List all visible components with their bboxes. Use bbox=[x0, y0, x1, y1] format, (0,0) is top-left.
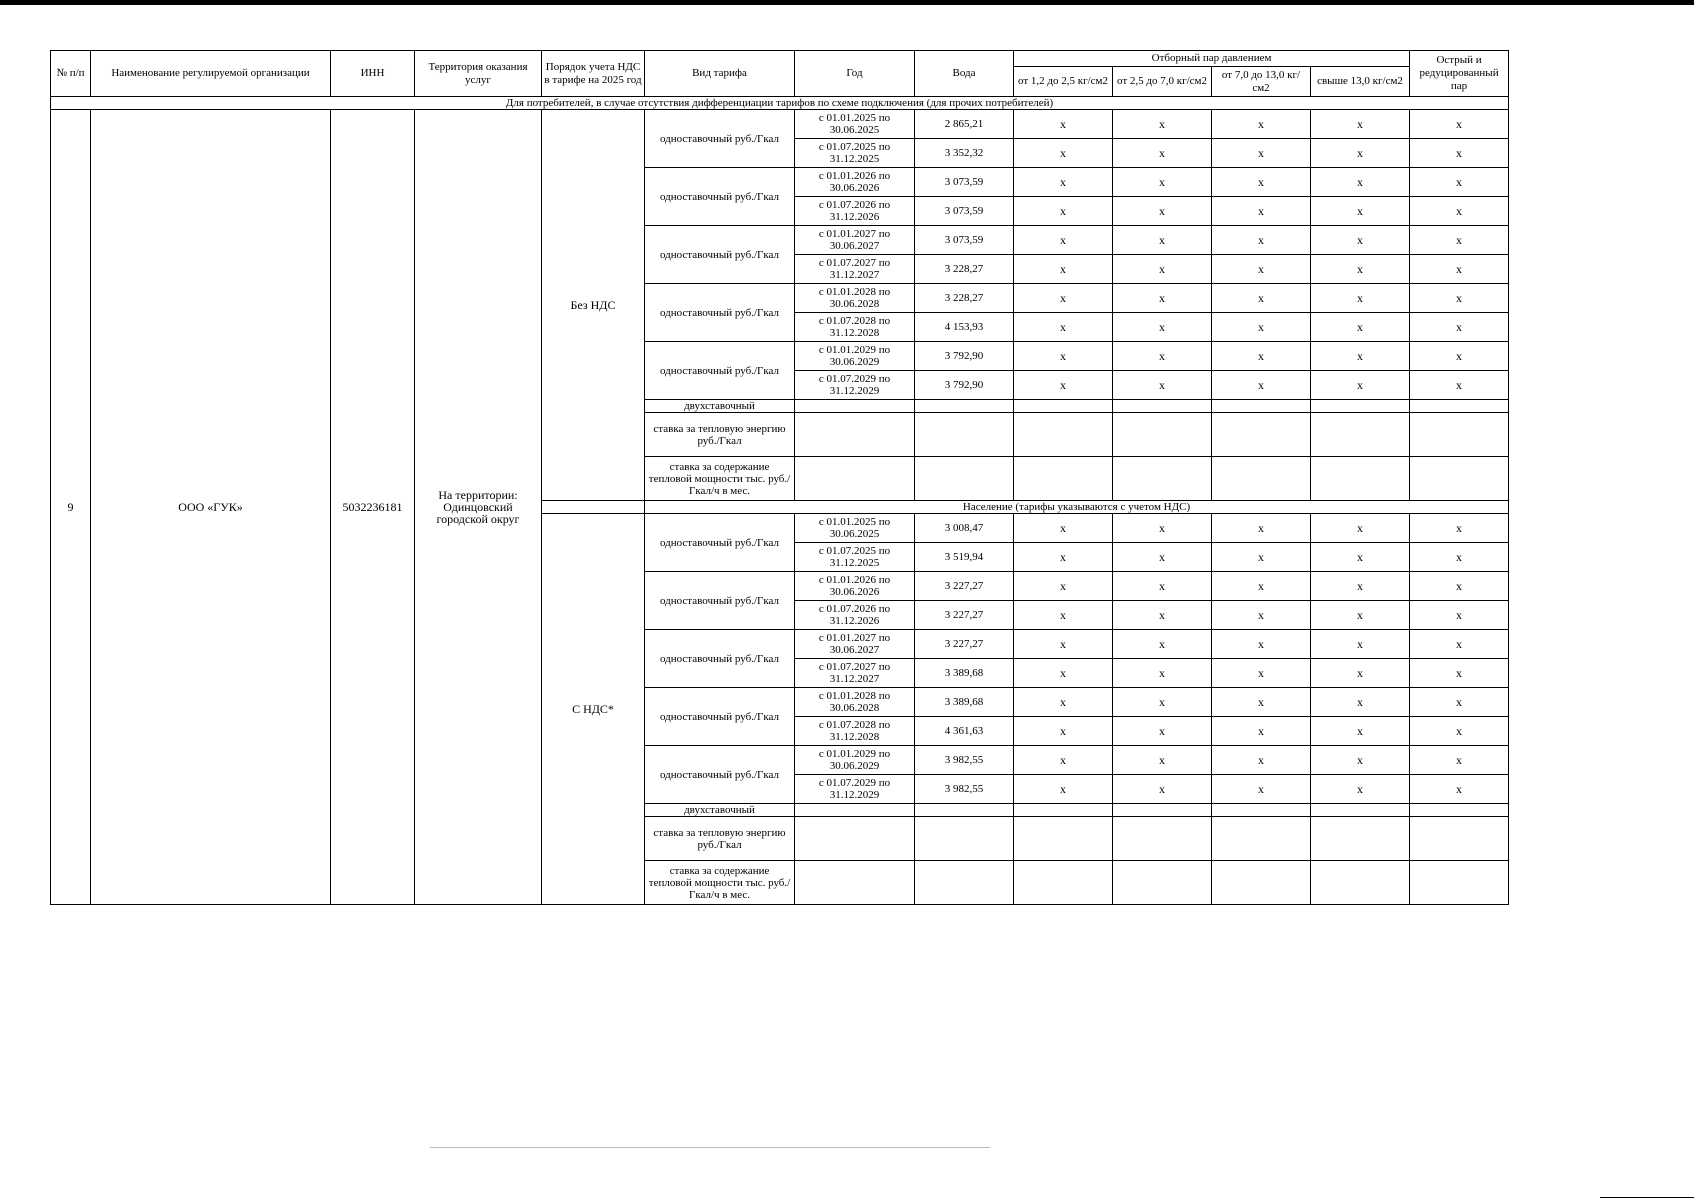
x-mark: x bbox=[1311, 110, 1410, 139]
x-mark: x bbox=[1113, 630, 1212, 659]
x-mark: x bbox=[1113, 313, 1212, 342]
x-mark: x bbox=[1410, 717, 1509, 746]
x-mark: x bbox=[1311, 139, 1410, 168]
header-inn: ИНН bbox=[331, 51, 415, 97]
water-value: 3 073,59 bbox=[915, 197, 1014, 226]
x-mark: x bbox=[1410, 371, 1509, 400]
x-mark: x bbox=[1212, 630, 1311, 659]
header-org: Наименование регулируемой организации bbox=[91, 51, 331, 97]
x-mark: x bbox=[1113, 110, 1212, 139]
header-tariff-kind: Вид тарифа bbox=[645, 51, 795, 97]
tariff-kind-label: одноставочный руб./Гкал bbox=[645, 110, 795, 168]
empty-cell bbox=[915, 413, 1014, 457]
x-mark: x bbox=[1212, 688, 1311, 717]
period-cell: с 01.07.2029 по 31.12.2029 bbox=[795, 371, 915, 400]
empty-cell bbox=[1014, 804, 1113, 817]
water-value: 4 153,93 bbox=[915, 313, 1014, 342]
period-cell: с 01.07.2026 по 31.12.2026 bbox=[795, 601, 915, 630]
empty-cell bbox=[795, 861, 915, 905]
scan-top-border bbox=[0, 0, 1694, 5]
two-part-label: двухставочный bbox=[645, 400, 795, 413]
empty-cell bbox=[1410, 457, 1509, 501]
x-mark: x bbox=[1113, 688, 1212, 717]
x-mark: x bbox=[1014, 775, 1113, 804]
empty-cell bbox=[1113, 804, 1212, 817]
x-mark: x bbox=[1410, 543, 1509, 572]
empty-cell bbox=[795, 804, 915, 817]
header-water: Вода bbox=[915, 51, 1014, 97]
water-value: 3 389,68 bbox=[915, 659, 1014, 688]
period-cell: с 01.01.2026 по 30.06.2026 bbox=[795, 572, 915, 601]
water-value: 3 352,32 bbox=[915, 139, 1014, 168]
water-value: 3 073,59 bbox=[915, 168, 1014, 197]
x-mark: x bbox=[1410, 572, 1509, 601]
x-mark: x bbox=[1311, 543, 1410, 572]
x-mark: x bbox=[1113, 572, 1212, 601]
x-mark: x bbox=[1311, 342, 1410, 371]
x-mark: x bbox=[1212, 139, 1311, 168]
empty-cell bbox=[1410, 400, 1509, 413]
capacity-rate-label: ставка за содержание тепловой мощности тыс. руб./Гкал/ч в мес. bbox=[645, 457, 795, 501]
org-number: 9 bbox=[51, 110, 91, 905]
x-mark: x bbox=[1014, 601, 1113, 630]
header-steam-group: Отборный пар давлением bbox=[1014, 51, 1410, 67]
x-mark: x bbox=[1311, 371, 1410, 400]
water-value: 3 792,90 bbox=[915, 371, 1014, 400]
x-mark: x bbox=[1212, 746, 1311, 775]
x-mark: x bbox=[1014, 168, 1113, 197]
header-acute-steam: Острый и редуцированный пар bbox=[1410, 51, 1509, 97]
x-mark: x bbox=[1113, 659, 1212, 688]
x-mark: x bbox=[1410, 659, 1509, 688]
scan-artifact-line bbox=[430, 1147, 990, 1148]
x-mark: x bbox=[1113, 139, 1212, 168]
period-cell: с 01.07.2028 по 31.12.2028 bbox=[795, 717, 915, 746]
x-mark: x bbox=[1113, 371, 1212, 400]
tariff-kind-label: одноставочный руб./Гкал bbox=[645, 342, 795, 400]
x-mark: x bbox=[1113, 717, 1212, 746]
water-value: 3 519,94 bbox=[915, 543, 1014, 572]
x-mark: x bbox=[1113, 775, 1212, 804]
empty-cell bbox=[1212, 817, 1311, 861]
x-mark: x bbox=[1014, 688, 1113, 717]
period-cell: с 01.07.2025 по 31.12.2025 bbox=[795, 139, 915, 168]
x-mark: x bbox=[1410, 284, 1509, 313]
x-mark: x bbox=[1113, 543, 1212, 572]
x-mark: x bbox=[1311, 688, 1410, 717]
tariff-kind-label: одноставочный руб./Гкал bbox=[645, 746, 795, 804]
x-mark: x bbox=[1014, 717, 1113, 746]
x-mark: x bbox=[1014, 139, 1113, 168]
org-inn: 5032236181 bbox=[331, 110, 415, 905]
header-territory: Территория оказания услуг bbox=[415, 51, 542, 97]
x-mark: x bbox=[1410, 630, 1509, 659]
x-mark: x bbox=[1311, 572, 1410, 601]
empty-cell bbox=[1212, 861, 1311, 905]
x-mark: x bbox=[1410, 168, 1509, 197]
water-value: 3 227,27 bbox=[915, 630, 1014, 659]
empty-cell bbox=[915, 817, 1014, 861]
empty-cell bbox=[1113, 817, 1212, 861]
header-steam-1: от 1,2 до 2,5 кг/см2 bbox=[1014, 67, 1113, 97]
empty-cell bbox=[1410, 861, 1509, 905]
empty-cell bbox=[1014, 413, 1113, 457]
x-mark: x bbox=[1212, 514, 1311, 543]
x-mark: x bbox=[1113, 197, 1212, 226]
x-mark: x bbox=[1410, 601, 1509, 630]
water-value: 3 228,27 bbox=[915, 284, 1014, 313]
period-cell: с 01.01.2025 по 30.06.2025 bbox=[795, 110, 915, 139]
empty-cell bbox=[1014, 457, 1113, 501]
tariff-table bbox=[50, 50, 1509, 905]
empty-cell bbox=[1014, 400, 1113, 413]
x-mark: x bbox=[1212, 110, 1311, 139]
x-mark: x bbox=[1212, 572, 1311, 601]
empty-cell bbox=[795, 817, 915, 861]
empty-cell bbox=[542, 501, 645, 514]
org-territory: На территории: Одинцовский городской округ bbox=[415, 110, 542, 905]
x-mark: x bbox=[1113, 226, 1212, 255]
x-mark: x bbox=[1311, 775, 1410, 804]
water-value: 3 227,27 bbox=[915, 572, 1014, 601]
x-mark: x bbox=[1014, 313, 1113, 342]
empty-cell bbox=[1311, 413, 1410, 457]
x-mark: x bbox=[1410, 255, 1509, 284]
x-mark: x bbox=[1212, 226, 1311, 255]
period-cell: с 01.07.2026 по 31.12.2026 bbox=[795, 197, 915, 226]
x-mark: x bbox=[1014, 342, 1113, 371]
period-cell: с 01.01.2027 по 30.06.2027 bbox=[795, 630, 915, 659]
period-cell: с 01.07.2027 по 31.12.2027 bbox=[795, 659, 915, 688]
x-mark: x bbox=[1311, 313, 1410, 342]
header-vat-order: Порядок учета НДС в тарифе на 2025 год bbox=[542, 51, 645, 97]
x-mark: x bbox=[1212, 197, 1311, 226]
x-mark: x bbox=[1014, 371, 1113, 400]
x-mark: x bbox=[1212, 342, 1311, 371]
two-part-label: двухставочный bbox=[645, 804, 795, 817]
x-mark: x bbox=[1212, 543, 1311, 572]
energy-rate-label: ставка за тепловую энергию руб./Гкал bbox=[645, 413, 795, 457]
x-mark: x bbox=[1014, 572, 1113, 601]
empty-cell bbox=[1113, 457, 1212, 501]
vat-label: С НДС* bbox=[542, 514, 645, 905]
header-steam-3: от 7,0 до 13,0 кг/см2 bbox=[1212, 67, 1311, 97]
empty-cell bbox=[1311, 804, 1410, 817]
x-mark: x bbox=[1113, 514, 1212, 543]
x-mark: x bbox=[1113, 284, 1212, 313]
water-value: 3 982,55 bbox=[915, 775, 1014, 804]
x-mark: x bbox=[1311, 717, 1410, 746]
empty-cell bbox=[795, 400, 915, 413]
tariff-kind-label: одноставочный руб./Гкал bbox=[645, 514, 795, 572]
empty-cell bbox=[1212, 400, 1311, 413]
water-value: 3 073,59 bbox=[915, 226, 1014, 255]
energy-rate-label: ставка за тепловую энергию руб./Гкал bbox=[645, 817, 795, 861]
x-mark: x bbox=[1212, 313, 1311, 342]
water-value: 3 982,55 bbox=[915, 746, 1014, 775]
empty-cell bbox=[1311, 861, 1410, 905]
header-num: № п/п bbox=[51, 51, 91, 97]
x-mark: x bbox=[1311, 746, 1410, 775]
x-mark: x bbox=[1014, 226, 1113, 255]
water-value: 3 389,68 bbox=[915, 688, 1014, 717]
period-cell: с 01.01.2028 по 30.06.2028 bbox=[795, 688, 915, 717]
table-row bbox=[51, 110, 1509, 139]
x-mark: x bbox=[1113, 342, 1212, 371]
period-cell: с 01.07.2029 по 31.12.2029 bbox=[795, 775, 915, 804]
empty-cell bbox=[1311, 817, 1410, 861]
empty-cell bbox=[1311, 457, 1410, 501]
x-mark: x bbox=[1410, 775, 1509, 804]
period-cell: с 01.07.2028 по 31.12.2028 bbox=[795, 313, 915, 342]
scan-artifact-corner bbox=[1600, 1197, 1694, 1198]
x-mark: x bbox=[1113, 255, 1212, 284]
water-value: 2 865,21 bbox=[915, 110, 1014, 139]
section-caption: Для потребителей, в случае отсутствия дифференциации тарифов по схеме подключения (для прочих потребителей) bbox=[51, 97, 1509, 110]
x-mark: x bbox=[1311, 630, 1410, 659]
x-mark: x bbox=[1113, 601, 1212, 630]
x-mark: x bbox=[1311, 284, 1410, 313]
x-mark: x bbox=[1212, 775, 1311, 804]
x-mark: x bbox=[1410, 313, 1509, 342]
period-cell: с 01.01.2029 по 30.06.2029 bbox=[795, 342, 915, 371]
empty-cell bbox=[795, 413, 915, 457]
x-mark: x bbox=[1014, 284, 1113, 313]
empty-cell bbox=[1113, 861, 1212, 905]
x-mark: x bbox=[1014, 659, 1113, 688]
x-mark: x bbox=[1014, 746, 1113, 775]
x-mark: x bbox=[1212, 168, 1311, 197]
empty-cell bbox=[1311, 400, 1410, 413]
tariff-kind-label: одноставочный руб./Гкал bbox=[645, 284, 795, 342]
x-mark: x bbox=[1410, 110, 1509, 139]
x-mark: x bbox=[1410, 197, 1509, 226]
empty-cell bbox=[1410, 817, 1509, 861]
x-mark: x bbox=[1410, 688, 1509, 717]
x-mark: x bbox=[1410, 514, 1509, 543]
empty-cell bbox=[1212, 804, 1311, 817]
vat-label: Без НДС bbox=[542, 110, 645, 501]
tariff-kind-label: одноставочный руб./Гкал bbox=[645, 168, 795, 226]
x-mark: x bbox=[1212, 601, 1311, 630]
header-year: Год bbox=[795, 51, 915, 97]
tariff-kind-label: одноставочный руб./Гкал bbox=[645, 226, 795, 284]
x-mark: x bbox=[1014, 514, 1113, 543]
empty-cell bbox=[1113, 400, 1212, 413]
tariff-kind-label: одноставочный руб./Гкал bbox=[645, 688, 795, 746]
empty-cell bbox=[1410, 804, 1509, 817]
water-value: 3 228,27 bbox=[915, 255, 1014, 284]
x-mark: x bbox=[1311, 226, 1410, 255]
period-cell: с 01.07.2027 по 31.12.2027 bbox=[795, 255, 915, 284]
x-mark: x bbox=[1212, 717, 1311, 746]
x-mark: x bbox=[1014, 543, 1113, 572]
x-mark: x bbox=[1311, 168, 1410, 197]
period-cell: с 01.01.2025 по 30.06.2025 bbox=[795, 514, 915, 543]
period-cell: с 01.07.2025 по 31.12.2025 bbox=[795, 543, 915, 572]
x-mark: x bbox=[1014, 197, 1113, 226]
x-mark: x bbox=[1113, 746, 1212, 775]
empty-cell bbox=[1113, 413, 1212, 457]
x-mark: x bbox=[1311, 197, 1410, 226]
period-cell: с 01.01.2026 по 30.06.2026 bbox=[795, 168, 915, 197]
water-value: 3 792,90 bbox=[915, 342, 1014, 371]
header-steam-4: свыше 13,0 кг/см2 bbox=[1311, 67, 1410, 97]
x-mark: x bbox=[1311, 601, 1410, 630]
water-value: 3 008,47 bbox=[915, 514, 1014, 543]
section-caption: Население (тарифы указываются с учетом НДС) bbox=[645, 501, 1509, 514]
empty-cell bbox=[795, 457, 915, 501]
empty-cell bbox=[915, 861, 1014, 905]
header-steam-2: от 2,5 до 7,0 кг/см2 bbox=[1113, 67, 1212, 97]
period-cell: с 01.01.2029 по 30.06.2029 bbox=[795, 746, 915, 775]
capacity-rate-label: ставка за содержание тепловой мощности тыс. руб./Гкал/ч в мес. bbox=[645, 861, 795, 905]
empty-cell bbox=[915, 400, 1014, 413]
empty-cell bbox=[1410, 413, 1509, 457]
x-mark: x bbox=[1113, 168, 1212, 197]
x-mark: x bbox=[1014, 255, 1113, 284]
tariff-kind-label: одноставочный руб./Гкал bbox=[645, 630, 795, 688]
x-mark: x bbox=[1410, 342, 1509, 371]
x-mark: x bbox=[1212, 371, 1311, 400]
x-mark: x bbox=[1212, 659, 1311, 688]
water-value: 3 227,27 bbox=[915, 601, 1014, 630]
water-value: 4 361,63 bbox=[915, 717, 1014, 746]
x-mark: x bbox=[1410, 226, 1509, 255]
x-mark: x bbox=[1311, 659, 1410, 688]
x-mark: x bbox=[1014, 110, 1113, 139]
empty-cell bbox=[915, 804, 1014, 817]
empty-cell bbox=[1014, 817, 1113, 861]
x-mark: x bbox=[1014, 630, 1113, 659]
period-cell: с 01.01.2027 по 30.06.2027 bbox=[795, 226, 915, 255]
x-mark: x bbox=[1410, 139, 1509, 168]
empty-cell bbox=[1212, 413, 1311, 457]
org-name: ООО «ГУК» bbox=[91, 110, 331, 905]
empty-cell bbox=[915, 457, 1014, 501]
x-mark: x bbox=[1311, 255, 1410, 284]
x-mark: x bbox=[1212, 255, 1311, 284]
empty-cell bbox=[1212, 457, 1311, 501]
x-mark: x bbox=[1410, 746, 1509, 775]
period-cell: с 01.01.2028 по 30.06.2028 bbox=[795, 284, 915, 313]
x-mark: x bbox=[1311, 514, 1410, 543]
empty-cell bbox=[1014, 861, 1113, 905]
x-mark: x bbox=[1212, 284, 1311, 313]
tariff-kind-label: одноставочный руб./Гкал bbox=[645, 572, 795, 630]
